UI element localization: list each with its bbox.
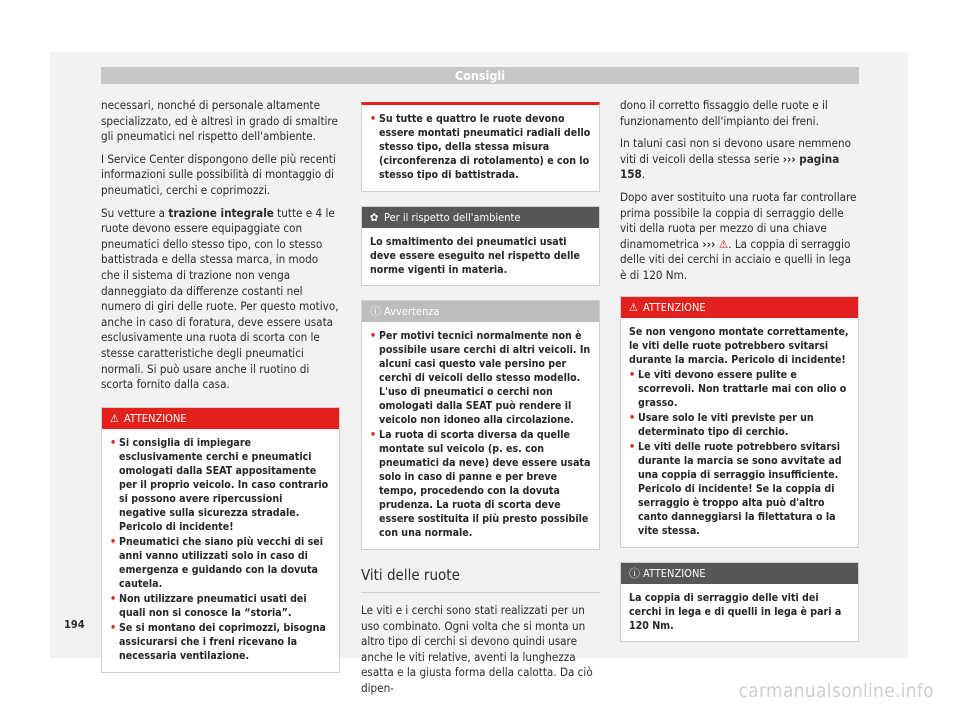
- paragraph: I Service Center dispongono delle più recenti informazioni sulle possibilità di montaggio di pneumatici, cerchi e coprimozzi.: [101, 151, 336, 197]
- info-icon: ⓘ: [370, 305, 381, 318]
- warning-box: [620, 296, 859, 548]
- list-item: • Se si montano dei coprimozzi, bisogna assicurarsi che i freni ricevano la necessaria ventilazione.: [110, 621, 326, 662]
- environment-icon: ✿: [370, 211, 379, 224]
- warning-body: [362, 105, 599, 191]
- paragraph: Le viti e i cerchi sono stati realizzati per un uso combinato. Ogni volta che si monta un altro tipo di cerchi si devono quindi usare anche le viti relative, aventi la lunghezza esatta e la giusta forma della calotta. Da ciò dipen-: [361, 603, 593, 695]
- warning-box-continued: [361, 102, 600, 192]
- list-item: • Usare solo le viti previste per un determinato tipo di cerchio.: [629, 411, 814, 438]
- paragraph: necessari, nonché di personale altamente specializzato, ed è altresì in grado di smaltire gli pneumatici nel rispetto dell'ambiente.: [101, 98, 338, 144]
- bullet-icon: •: [370, 429, 377, 441]
- text: Su vetture a: [101, 205, 169, 220]
- list-item: • Per motivi tecnici normalmente non è possibile usare cerchi di altri veicoli. In alcuni casi questo vale persino per cerchi di veicoli dello stesso modello. L'uso di pneumatici o cerchi non omologati dalla SEAT può rendere il veicolo non idoneo alla circolazione.: [370, 330, 591, 426]
- paragraph: [101, 206, 340, 393]
- list-item: • La ruota di scorta diversa da quelle montate sul veicolo (p. es. con pneumatici da neve) deve essere usata solo in caso di panne e per breve tempo, procedendo con la dovuta prudenza. La ruota di scorta deve essere sostituita il più presto possibile con una normale.: [370, 429, 591, 539]
- bullet-icon: •: [110, 535, 117, 548]
- warning-triangle-icon: ⚠: [110, 411, 119, 425]
- bullet-icon: •: [110, 621, 117, 634]
- warning-reference-link[interactable]: [702, 237, 728, 251]
- text: tutte e 4 le ruote devono essere equipaggiate con pneumatici dello stesso tipo, con lo stesso battistrada e della stessa marca, in modo che il sistema di trazione non venga danneggiato da differenze costanti nel numero di giri delle ruote. Per questo motivo, anche in caso di foratura, deve essere usata esclusivamente una ruota di scorta con le stesse caratteristiche degli pneumatici normali. Si può usare anche il ruotino di scorta fornito dalla casa.: [101, 205, 339, 392]
- list-item: • Pneumatici che siano più vecchi di sei anni vanno utilizzati solo in caso di emergenza e guidando con la dovuta cautela.: [110, 535, 324, 590]
- list-item: • Le viti delle ruote potrebbero svitarsi durante la marcia se sono avvitate ad una coppia di serraggio insufficiente. Pericolo di incidente! Se la coppia di serraggio è troppo alta può d'altro canto danneggiarsi la filettatura o la vite stessa.: [629, 440, 842, 537]
- bullet-icon: •: [629, 411, 636, 424]
- paragraph: dono il corretto fissaggio delle ruote e il funzionamento dell'impianto dei freni.: [620, 98, 828, 128]
- notice-body: [362, 322, 599, 549]
- notice-box: [361, 300, 600, 550]
- page-header: Consigli: [101, 67, 859, 84]
- bullet-icon: •: [110, 592, 117, 605]
- environment-title: Per il rispetto dell'ambiente: [384, 211, 521, 224]
- bold-text: trazione integrale: [168, 205, 274, 220]
- environment-header: [362, 207, 599, 228]
- list-item: • Non utilizzare pneumatici usati dei quali non si conosce la “storia”.: [110, 592, 307, 619]
- page-reference-link[interactable]: ››› pagina 158: [620, 151, 840, 182]
- column-1: [101, 98, 340, 687]
- warning-title: ATTENZIONE: [124, 411, 187, 425]
- column-3: [620, 98, 859, 656]
- notice-header: [362, 301, 599, 322]
- bullet-icon: •: [629, 440, 636, 453]
- warning-intro: Se non vengono montate correttamente, le viti delle ruote potrebbero svitarsi durante la marcia. Pericolo di incidente!: [629, 325, 849, 366]
- paragraph: Dopo aver sostituito una ruota far controllare prima possibile la coppia di serraggio delle viti della ruota per mezzo di una chiave dinamometrica ››› ⚠. La coppia di serraggio delle viti dei cerchi in acciaio e quelli in lega è di 120 Nm.: [620, 189, 857, 282]
- bullet-icon: •: [110, 436, 117, 449]
- bullet-icon: •: [370, 113, 377, 125]
- warning-title: ATTENZIONE: [643, 300, 706, 314]
- warning-body: La coppia di serraggio delle viti dei cerchi in lega e di quelli in lega è pari a 120 Nm.: [629, 591, 842, 632]
- warning-body: [621, 318, 858, 547]
- list-item: • Si consiglia di impiegare esclusivamente cerchi e pneumatici omologati dalla SEAT appositamente per il proprio veicolo. In caso contrario si possono avere ripercussioni negative sulla sicurezza stradale. Pericolo di incidente!: [110, 436, 329, 533]
- list-item: • Su tutte e quattro le ruote devono essere montati pneumatici radiali dello stesso tipo, della stessa misura (circonferenza di rotolamento) e con lo stesso tipo di battistrada.: [370, 113, 591, 181]
- warning-triangle-icon: ⚠: [718, 236, 729, 251]
- environment-box: [361, 206, 600, 286]
- watermark: carmanualsonline.info: [738, 680, 934, 702]
- warning-header: [621, 563, 858, 584]
- arrow-icon: ›››: [702, 236, 716, 251]
- bullet-icon: •: [629, 368, 636, 381]
- warning-title: ATTENZIONE: [643, 566, 706, 580]
- environment-body: Lo smaltimento dei pneumatici usati deve essere eseguito nel rispetto delle norme vigenti in materia.: [370, 236, 580, 276]
- warning-box: [101, 407, 340, 673]
- info-icon: ⓘ: [629, 566, 640, 580]
- warning-header: [102, 408, 339, 429]
- column-2: [361, 102, 600, 704]
- warning-triangle-icon: ⚠: [629, 300, 638, 314]
- list-item: • Le viti devono essere pulite e scorrevoli. Non trattarle mai con olio o grasso.: [629, 368, 847, 409]
- section-title: Viti delle ruote: [361, 566, 600, 593]
- warning-box-dark: [620, 562, 859, 642]
- warning-body: [102, 429, 339, 672]
- page-number: 194: [64, 618, 85, 631]
- bullet-icon: •: [370, 330, 377, 342]
- paragraph: In taluni casi non si devono usare nemmeno viti di veicoli della stessa serie ››› pagina 158.: [620, 136, 852, 182]
- arrow-icon: ›››: [782, 151, 796, 166]
- notice-title: Avvertenza: [384, 305, 440, 318]
- warning-header: [621, 297, 858, 318]
